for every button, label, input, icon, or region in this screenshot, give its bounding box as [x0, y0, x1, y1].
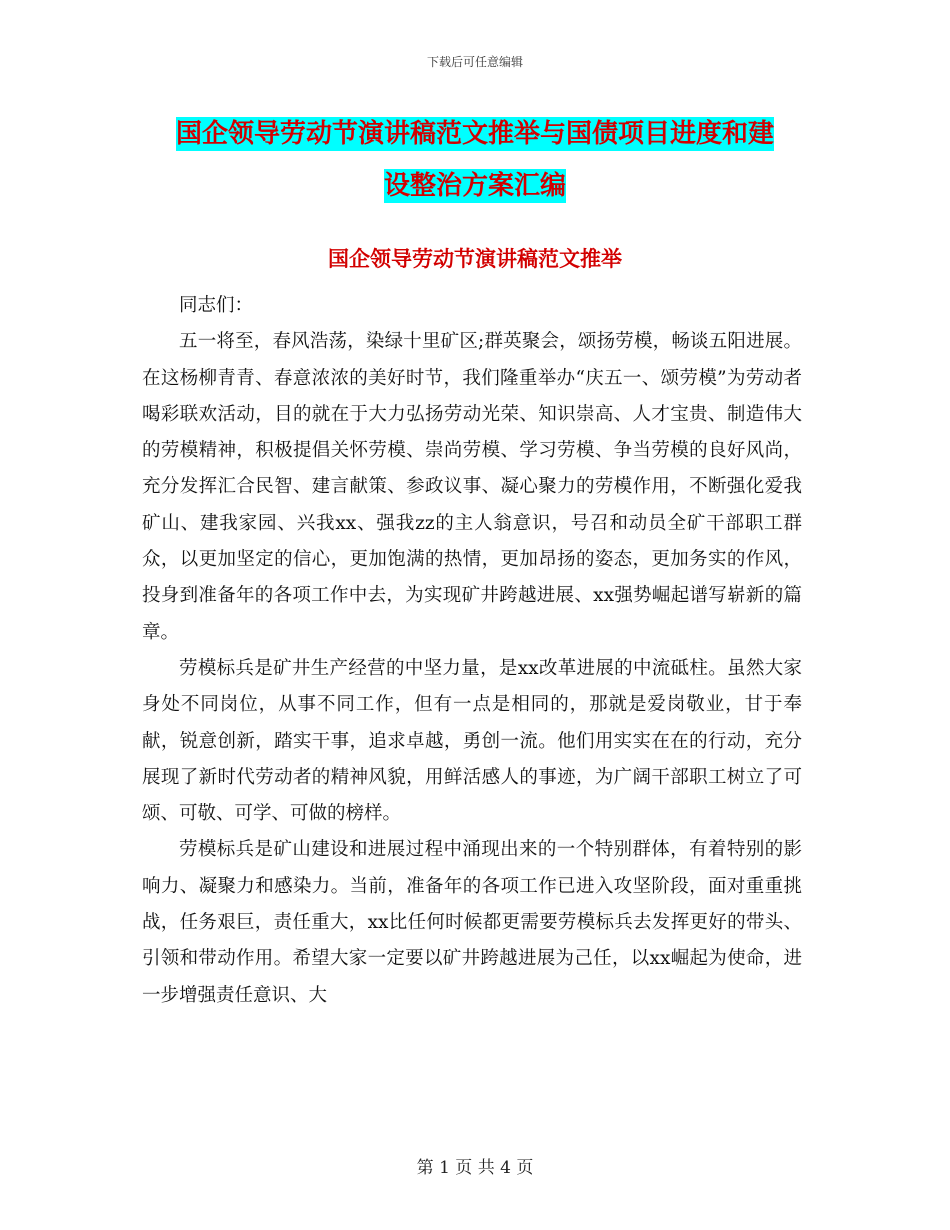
document-title — [0, 108, 950, 212]
body-paragraph: 五一将至，春风浩荡，染绿十里矿区;群英聚会，颂扬劳模，畅谈五阳进展。在这杨柳青青、春意浓浓的美好时节，我们隆重举办“庆五一、颂劳模”为劳动者喝彩联欢活动，目的就在于大力弘扬劳动光荣、知识崇高、人才宝贵、制造伟大的劳模精神，积极提倡关怀劳模、崇尚劳模、学习劳模、争当劳模的良好风尚，充分发挥汇合民智、建言献策、参政议事、凝心聚力的劳模作用，不断强化爱我矿山、建我家园、兴我xx、强我zz的主人翁意识，号召和动员全矿干部职工群众，以更加坚定的信心，更加饱满的热情，更加昂扬的姿态，更加务实的作风，投身到准备年的各项工作中去，为实现矿井跨越进展、xx强势崛起谱写崭新的篇章。 — [142, 331, 802, 643]
document-title-line-2: 设整治方案汇编 — [383, 171, 566, 201]
header-note: 下载后可任意编辑 — [426, 55, 523, 69]
body-text — [142, 288, 802, 1014]
body-paragraph: 劳模标兵是矿井生产经营的中坚力量，是xx改革进展的中流砥柱。虽然大家身处不同岗位，从事不同工作，但有一点是相同的，那就是爱岗敬业，甘于奉献，锐意创新，踏实干事，追求卓越，勇创一流。他们用实实在在的行动，充分展现了新时代劳动者的精神风貌，用鲜活感人的事迹，为广阔干部职工树立了可颂、可敬、可学、可做的榜样。 — [142, 657, 802, 825]
document-title-line-1: 国企领导劳动节演讲稿范文推举与国债项目进度和建 — [175, 119, 774, 149]
greeting-paragraph: 同志们： — [179, 295, 254, 316]
section-title: 国企领导劳动节演讲稿范文推举 — [328, 247, 622, 271]
body-paragraph: 劳模标兵是矿山建设和进展过程中涌现出来的一个特别群体，有着特别的影响力、凝聚力和感染力。当前，准备年的各项工作已进入攻坚阶段，面对重重挑战，任务艰巨，责任重大，xx比任何时候都更需要劳模标兵去发挥更好的带头、引领和带动作用。希望大家一定要以矿井跨越进展为己任，以xx崛起为使命，进一步增强责任意识、大 — [142, 839, 802, 1006]
page-footer: 第 1 页 共 4 页 — [416, 1158, 534, 1178]
